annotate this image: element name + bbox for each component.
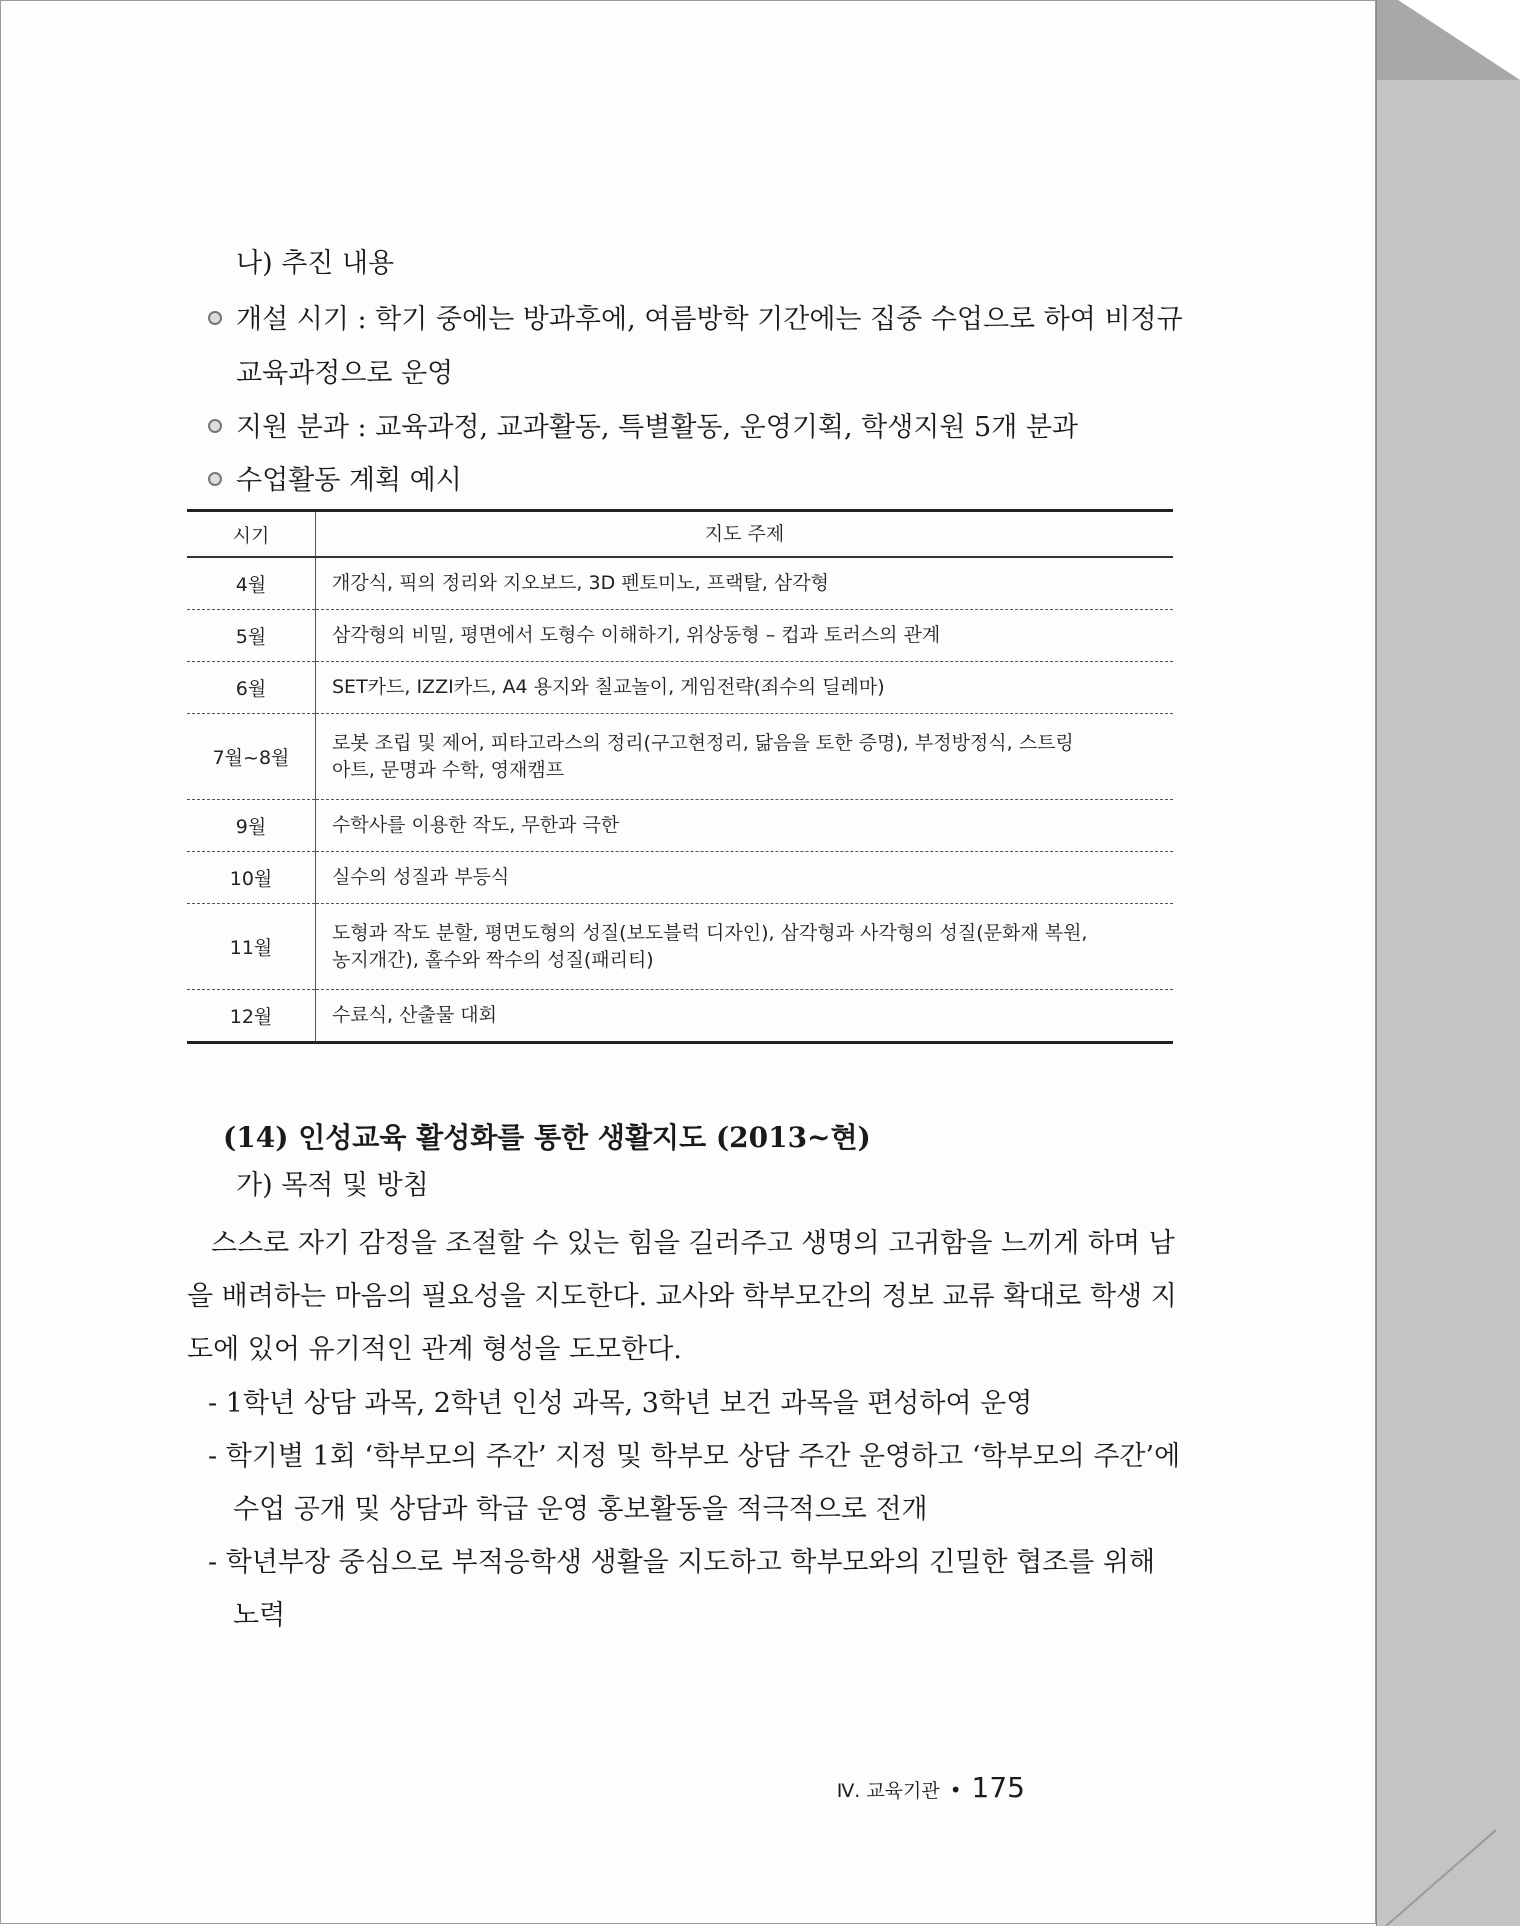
topic-cell	[316, 904, 1174, 990]
topic-cell: SET카드, IZZI카드, A4 용지와 칠교놀이, 게임전략(죄수의 딜레마)	[332, 676, 885, 698]
page-footer	[837, 1771, 1025, 1804]
bullet-item	[208, 297, 1183, 336]
period-cell: 11월	[187, 904, 316, 990]
column-header-period: 시기	[187, 511, 316, 558]
list-item: - 학년부장 중심으로 부적응학생 생활을 지도하고 학부모와의 긴밀한 협조를 위해	[208, 1547, 1156, 1578]
period-cell: 4월	[187, 557, 316, 610]
topic-line: 아트, 문명과 수학, 영재캠프	[332, 758, 565, 781]
period-cell: 12월	[187, 990, 316, 1043]
paragraph-line: 도에 있어 유기적인 관계 형성을 도모한다.	[187, 1334, 682, 1365]
list-item-continuation: 수업 공개 및 상담과 학급 운영 홍보활동을 적극적으로 전개	[233, 1494, 928, 1525]
separator-icon: •	[949, 1778, 962, 1802]
bullet-icon	[208, 311, 222, 325]
page-number: 175	[971, 1771, 1025, 1804]
table-row	[187, 714, 1173, 800]
table-row	[187, 904, 1173, 990]
table-row	[187, 800, 1173, 852]
period-cell: 6월	[187, 662, 316, 714]
table-row	[187, 662, 1173, 714]
table-header-row	[187, 511, 1173, 558]
bullet-item	[208, 405, 1078, 444]
page-edge-shadow	[1376, 0, 1520, 1926]
table-row	[187, 557, 1173, 610]
topic-cell: 삼각형의 비밀, 평면에서 도형수 이해하기, 위상동형 – 컵과 토러스의 관계	[332, 624, 941, 646]
topic-cell: 개강식, 픽의 정리와 지오보드, 3D 펜토미노, 프랙탈, 삼각형	[332, 572, 829, 594]
list-item: - 1학년 상담 과목, 2학년 인성 과목, 3학년 보건 과목을 편성하여 운영	[208, 1388, 1033, 1419]
topic-cell	[316, 714, 1174, 800]
topic-cell: 수료식, 산출물 대회	[332, 1004, 497, 1026]
table-row	[187, 610, 1173, 662]
bullet-text: 지원 분과 : 교육과정, 교과활동, 특별활동, 운영기획, 학생지원 5개 분과	[236, 412, 1079, 443]
subheading-implementation: 나) 추진 내용	[236, 248, 395, 279]
topic-cell: 수학사를 이용한 작도, 무한과 극한	[332, 814, 620, 836]
subheading-purpose: 가) 목적 및 방침	[236, 1170, 429, 1201]
bullet-text: 수업활동 계획 예시	[236, 465, 462, 496]
bullet-item	[208, 458, 462, 497]
bullet-text: 개설 시기 : 학기 중에는 방과후에, 여름방학 기간에는 집중 수업으로 하여 비정규	[236, 304, 1183, 335]
paragraph-line: 스스로 자기 감정을 조절할 수 있는 힘을 길러주고 생명의 고귀함을 느끼게 하며 남	[211, 1228, 1175, 1259]
period-cell: 7월~8월	[187, 714, 316, 800]
topic-cell: 실수의 성질과 부등식	[332, 866, 510, 888]
bullet-icon	[208, 419, 222, 433]
chapter-label: Ⅳ. 교육기관	[836, 1780, 940, 1802]
activity-plan-table	[187, 509, 1173, 1044]
bullet-continuation: 교육과정으로 운영	[236, 358, 454, 389]
period-cell: 5월	[187, 610, 316, 662]
table-row	[187, 990, 1173, 1043]
period-cell: 10월	[187, 852, 316, 904]
period-cell: 9월	[187, 800, 316, 852]
topic-line: 로봇 조립 및 제어, 피타고라스의 정리(구고현정리, 닮음을 토한 증명), 부정방정식, 스트링	[332, 731, 1074, 754]
topic-line: 농지개간), 홀수와 짝수의 성질(패리티)	[332, 948, 654, 971]
column-header-topic: 지도 주제	[704, 522, 785, 545]
bullet-icon	[208, 472, 222, 486]
list-item-continuation: 노력	[233, 1600, 286, 1631]
topic-line: 도형과 작도 분할, 평면도형의 성질(보도블럭 디자인), 삼각형과 사각형의 성질(문화재 복원,	[332, 921, 1088, 944]
paragraph-line: 을 배려하는 마음의 필요성을 지도한다. 교사와 학부모간의 정보 교류 확대로 학생 지	[187, 1281, 1177, 1312]
list-item: - 학기별 1회 ‘학부모의 주간’ 지정 및 학부모 상담 주간 운영하고 ‘학부모의 주간’에	[208, 1441, 1181, 1472]
table-row	[187, 852, 1173, 904]
section-title: (14) 인성교육 활성화를 통한 생활지도 (2013~현)	[223, 1121, 871, 1154]
